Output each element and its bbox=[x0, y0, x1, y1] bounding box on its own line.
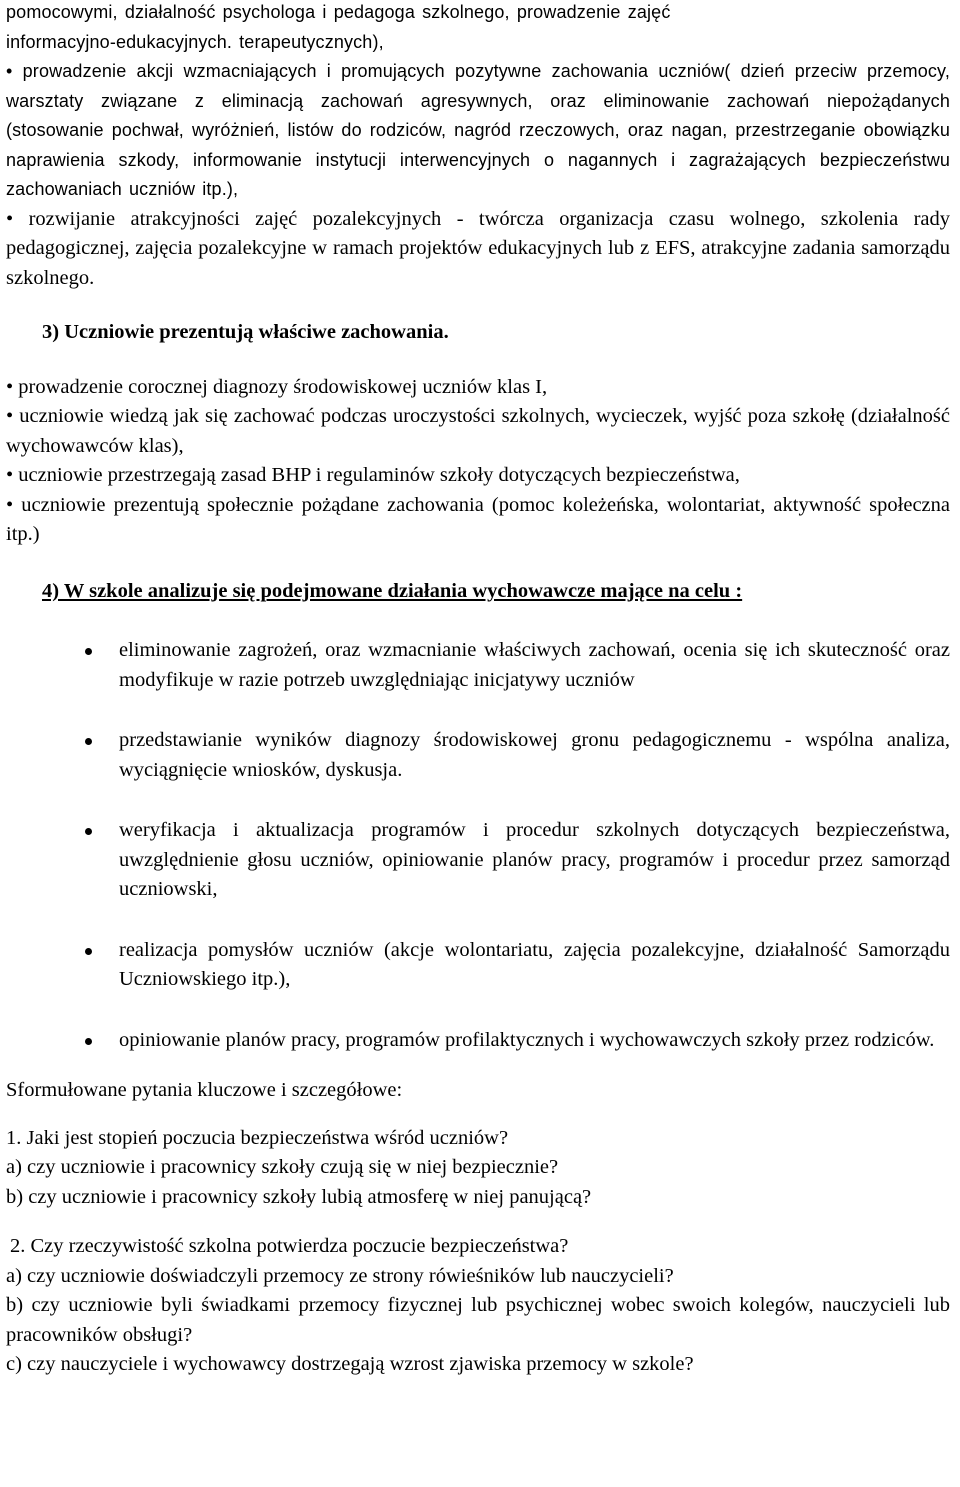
list-item-text: przedstawianie wyników diagnozy środowiskowej gronu pedagogicznemu - wspólna analiza, wyciągnięcie wniosków, dyskusja. bbox=[119, 729, 950, 781]
list-item-text: opiniowanie planów pracy, programów profilaktycznych i wychowawczych szkoły przez rodziców. bbox=[119, 1028, 935, 1051]
bullet-paragraph: • prowadzenie akcji wzmacniających i promujących pozytywne zachowania uczniów( dzień przeciw przemocy, warsztaty związane z eliminacją zachowań agresywnych, oraz eliminowanie zachowań niepożądanych (stosowanie pochwał, wyróżnień, listów do rodziców, nagród rzeczowych, oraz nagan, przestrzeganie obowiązku naprawienia szkody, informowanie instytucji interwencyjnych o nagannych i zagrażających bezpieczeństwu zachowaniach uczniów itp.), bbox=[6, 61, 950, 199]
list-item bbox=[6, 1026, 950, 1056]
bullet-dot-icon bbox=[85, 948, 92, 955]
list-item bbox=[6, 726, 950, 785]
section-3-heading: 3) Uczniowie prezentują właściwe zachowania. bbox=[42, 321, 449, 343]
sub-question: b) czy uczniowie i pracownicy szkoły lubią atmosferę w niej panującą? bbox=[6, 1185, 592, 1208]
question-2-block bbox=[6, 1232, 950, 1380]
list-item bbox=[6, 936, 950, 995]
continued-text-block bbox=[6, 0, 950, 205]
sub-question: a) czy uczniowie doświadczyli przemocy ze strony rówieśników lub nauczycieli? bbox=[6, 1264, 674, 1287]
document-page bbox=[6, 0, 950, 1380]
sub-question: b) czy uczniowie byli świadkami przemocy fizycznej lub psychicznej wobec swoich kolegów, nauczycieli lub pracowników obsługi? bbox=[6, 1294, 950, 1346]
bullet-dot-icon bbox=[85, 828, 92, 835]
sub-question: a) czy uczniowie i pracownicy szkoły czują się w niej bezpiecznie? bbox=[6, 1156, 559, 1178]
question-title: 1. Jaki jest stopień poczucia bezpieczeństwa wśród uczniów? bbox=[6, 1126, 509, 1149]
paragraph-line: pomocowymi, działalność psychologa i pedagoga szkolnego, prowadzenie zajęć bbox=[6, 2, 671, 22]
section-4-heading: 4) W szkole analizuje się podejmowane działania wychowawcze mające na celu : bbox=[42, 579, 743, 602]
bullet-paragraph: • uczniowie wiedzą jak się zachować podczas uroczystości szkolnych, wycieczek, wyjść poza szkołę (działalność wychowawców klas), bbox=[6, 405, 950, 457]
list-item-text: realizacja pomysłów uczniów (akcje wolontariatu, zajęcia pozalekcyjne, działalność Samorządu Uczniowskiego itp.), bbox=[119, 938, 950, 990]
list-item bbox=[6, 816, 950, 905]
bullet-paragraph: • prowadzenie corocznej diagnozy środowiskowej uczniów klas I, bbox=[6, 375, 548, 398]
bullet-dot-icon bbox=[85, 1038, 92, 1045]
bullet-dot-icon bbox=[85, 738, 92, 745]
bullet-dot-icon bbox=[85, 648, 92, 655]
bullet-paragraph: • uczniowie prezentują społecznie pożądane zachowania (pomoc koleżeńska, wolontariat, aktywność społeczna itp.) bbox=[6, 493, 950, 545]
list-item-text: weryfikacja i aktualizacja programów i procedur szkolnych dotyczących bezpieczeństwa, uwzględnienie głosu uczniów, opiniowanie planów pracy, programów i procedur przez samorząd uczniowski, bbox=[119, 819, 950, 900]
questions-intro: Sformułowane pytania kluczowe i szczegółowe: bbox=[6, 1079, 403, 1101]
question-1-block bbox=[6, 1124, 950, 1213]
section-4-list bbox=[6, 636, 950, 1055]
bullet-paragraph: • uczniowie przestrzegają zasad BHP i regulaminów szkoły dotyczących bezpieczeństwa, bbox=[6, 464, 740, 486]
list-item bbox=[6, 636, 950, 695]
paragraph-line: informacyjno-edukacyjnych. terapeutycznych), bbox=[6, 31, 384, 52]
list-item-text: eliminowanie zagrożeń, oraz wzmacnianie właściwych zachowań, ocenia się ich skuteczność oraz modyfikuje w razie potrzeb uwzględniając inicjatywy uczniów bbox=[119, 639, 950, 691]
sub-question: c) czy nauczyciele i wychowawcy dostrzegają wzrost zjawiska przemocy w szkole? bbox=[6, 1353, 694, 1375]
question-title: 2. Czy rzeczywistość szkolna potwierdza poczucie bezpieczeństwa? bbox=[10, 1235, 569, 1257]
bullet-paragraph: • rozwijanie atrakcyjności zajęć pozalekcyjnych - twórcza organizacja czasu wolnego, szkolenia rady pedagogicznej, zajęcia pozalekcyjne w ramach projektów edukacyjnych lub z EFS, atrakcyjne zadania samorządu szkolnego. bbox=[6, 207, 950, 289]
section-3-list bbox=[6, 373, 950, 550]
